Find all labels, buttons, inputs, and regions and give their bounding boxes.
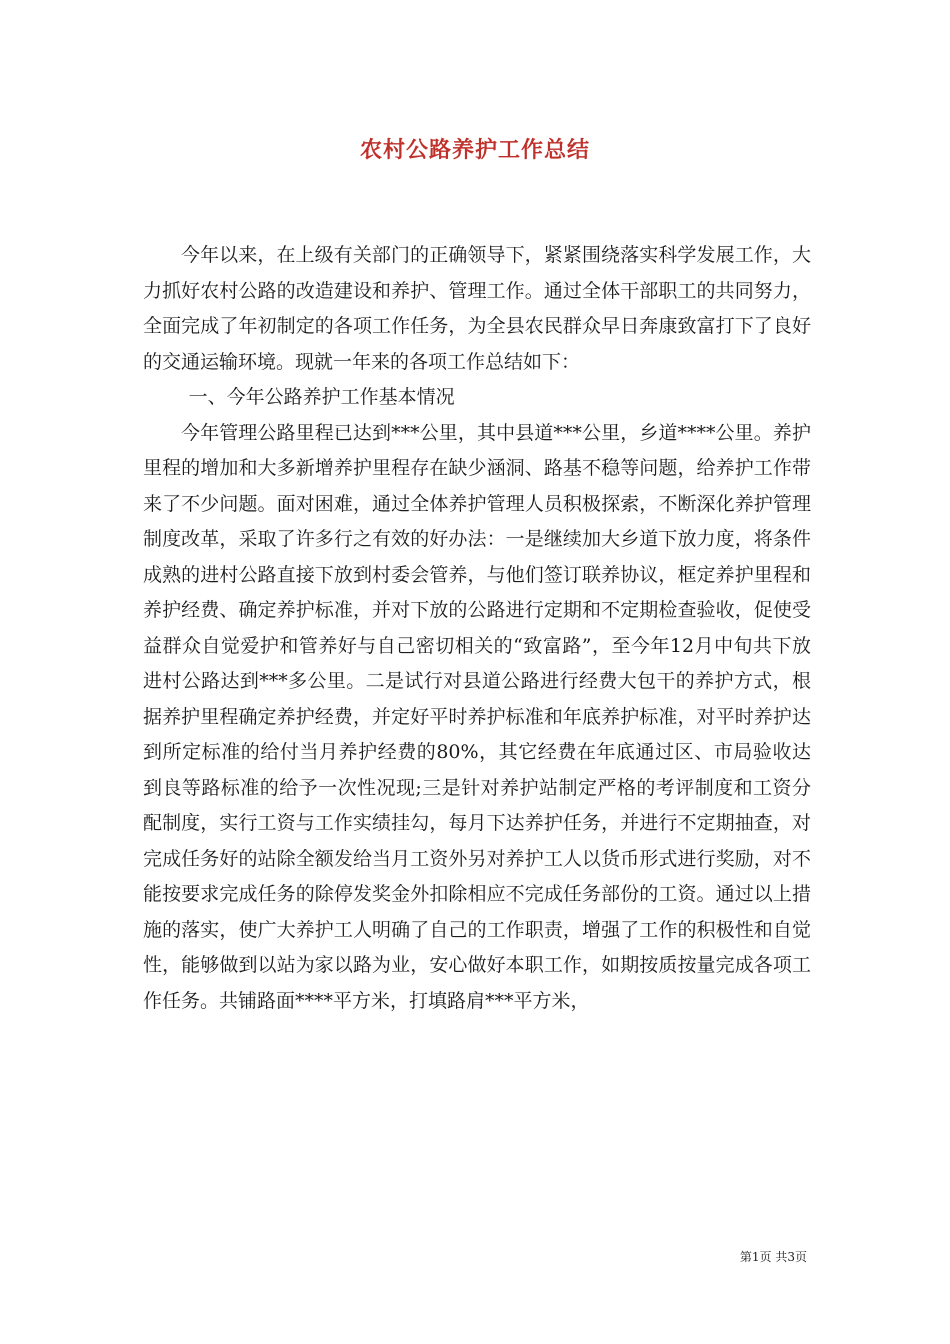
section-heading: 一、今年公路养护工作基本情况: [188, 386, 455, 408]
document-title: 农村公路养护工作总结: [359, 137, 590, 163]
paragraph-section-1: 今年管理公路里程已达到***公里，其中县道***公里，乡道****公里。养护里程的增加和大多新增养护里程存在缺少涵洞、路基不稳等问题，给养护工作带来了不少问题。面对困难，通过全体养护管理人员积极探索，不断深化养护管理制度改革，采取了许多行之有效的好办法：一是继续加大乡道下放力度，将条件成熟的进村公路直接下放到村委会管养，与他们签订联养协议，框定养护里程和养护经费、确定养护标准，并对下放的公路进行定期和不定期检查验收，促使受益群众自觉爱护和管养好与自己密切相关的“致富路”，至今年12月中旬共下放进村公路达到***多公里。二是试行对县道公路进行经费大包干的养护方式，根据养护里程确定养护经费，并定好平时养护标准和年底养护标准，对平时养护达到所定标准的给付当月养护经费的80%，其它经费在年底通过区、市局验收达到良等路标准的给予一次性况现;三是针对养护站制定严格的考评制度和工资分配制度，实行工资与工作实绩挂勾，每月下达养护任务，并进行不定期抽查，对完成任务好的站除全额发给当月工资外另对养护工人以货币形式进行奖励，对不能按要求完成任务的除停发奖金外扣除相应不完成任务部份的工资。通过以上措施的落实，使广大养护工人明确了自己的工作职责，增强了工作的积极性和自觉性，能够做到以站为家以路为业，安心做好本职工作，如期按质按量完成各项工作任务。共铺路面****平方米，打填路肩***平方米，: [143, 421, 811, 1012]
document-body: [143, 238, 811, 1019]
page-number: 第1页 共3页: [739, 1250, 807, 1264]
paragraph-intro: 今年以来，在上级有关部门的正确领导下，紧紧围绕落实科学发展工作，大力抓好农村公路的改造建设和养护、管理工作。通过全体干部职工的共同努力，全面完成了年初制定的各项工作任务，为全县农民群众早日奔康致富打下了良好的交通运输环境。现就一年来的各项工作总结如下：: [143, 244, 811, 373]
